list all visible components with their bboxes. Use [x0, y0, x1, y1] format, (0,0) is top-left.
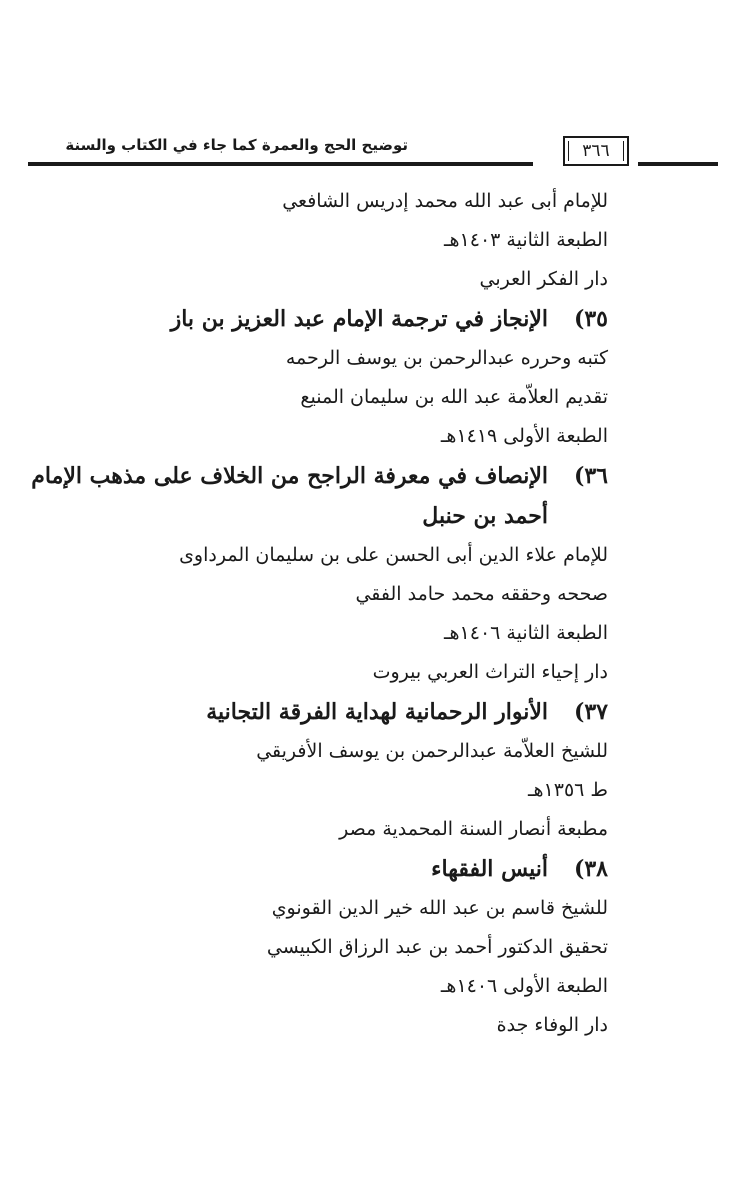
entry-number: ٣٦) — [573, 463, 608, 489]
entry-heading-38 — [28, 849, 608, 889]
running-header-title: توضيح الحج والعمرة كما جاء في الكتاب والسنة — [65, 136, 408, 154]
entry-title: أنيس الفقهاء — [431, 856, 548, 882]
entry-publisher-line: دار الوفاء جدة — [496, 1014, 608, 1036]
entry-author-line: كتبه وحرره عبدالرحمن بن يوسف الرحمه — [285, 347, 608, 369]
header-rule — [28, 162, 533, 166]
entry-title: الإنجاز في ترجمة الإمام عبد العزيز بن باز — [170, 306, 548, 332]
entry-publisher-line: دار إحياء التراث العربي بيروت — [372, 661, 608, 683]
entry-edition-line: ط ١٣٥٦هـ — [527, 779, 608, 801]
entry-preface-line: تقديم العلاّمة عبد الله بن سليمان المنيع — [300, 386, 608, 408]
entry-editor-line: تحقيق الدكتور أحمد بن عبد الرزاق الكبيسي — [266, 936, 608, 958]
page-number: ٣٦٦ — [582, 141, 610, 161]
entry-heading-37 — [28, 692, 608, 732]
entry-heading-35 — [28, 299, 608, 339]
page-number-box — [563, 136, 629, 166]
entry-edition-line: الطبعة الأولى ١٤١٩هـ — [440, 425, 608, 447]
entry-author-line: للشيخ قاسم بن عبد الله خير الدين القونوي — [271, 897, 608, 919]
entry-number: ٣٥) — [573, 306, 608, 332]
entry-heading-36 — [0, 456, 608, 496]
entry-publisher-line: دار الفكر العربي — [479, 268, 608, 290]
entry-edition-line: الطبعة الثانية ١٤٠٦هـ — [443, 622, 608, 644]
entry-edition-line: الطبعة الأولى ١٤٠٦هـ — [440, 975, 608, 997]
entry-number: ٣٨) — [573, 856, 608, 882]
bibliography-list — [28, 182, 608, 1045]
entry-edition-line: الطبعة الثانية ١٤٠٣هـ — [443, 229, 608, 251]
entry-number: ٣٧) — [573, 699, 608, 725]
entry-title: الإنصاف في معرفة الراجح من الخلاف على مذهب الإمام — [31, 463, 548, 489]
running-header — [28, 132, 718, 172]
entry-publisher-line: مطبعة أنصار السنة المحمدية مصر — [339, 818, 608, 840]
entry-title-continuation: أحمد بن حنبل — [422, 503, 548, 529]
entry-author-line: للشيخ العلاّمة عبدالرحمن بن يوسف الأفريقي — [256, 740, 608, 762]
entry-author-line: للإمام أبى عبد الله محمد إدريس الشافعي — [282, 190, 608, 212]
entry-editor-line: صححه وحققه محمد حامد الفقي — [355, 583, 608, 605]
entry-title: الأنوار الرحمانية لهداية الفرقة التجانية — [206, 699, 548, 725]
header-rule-right — [638, 162, 718, 166]
entry-author-line: للإمام علاء الدين أبى الحسن على بن سليمان المرداوى — [179, 544, 608, 566]
